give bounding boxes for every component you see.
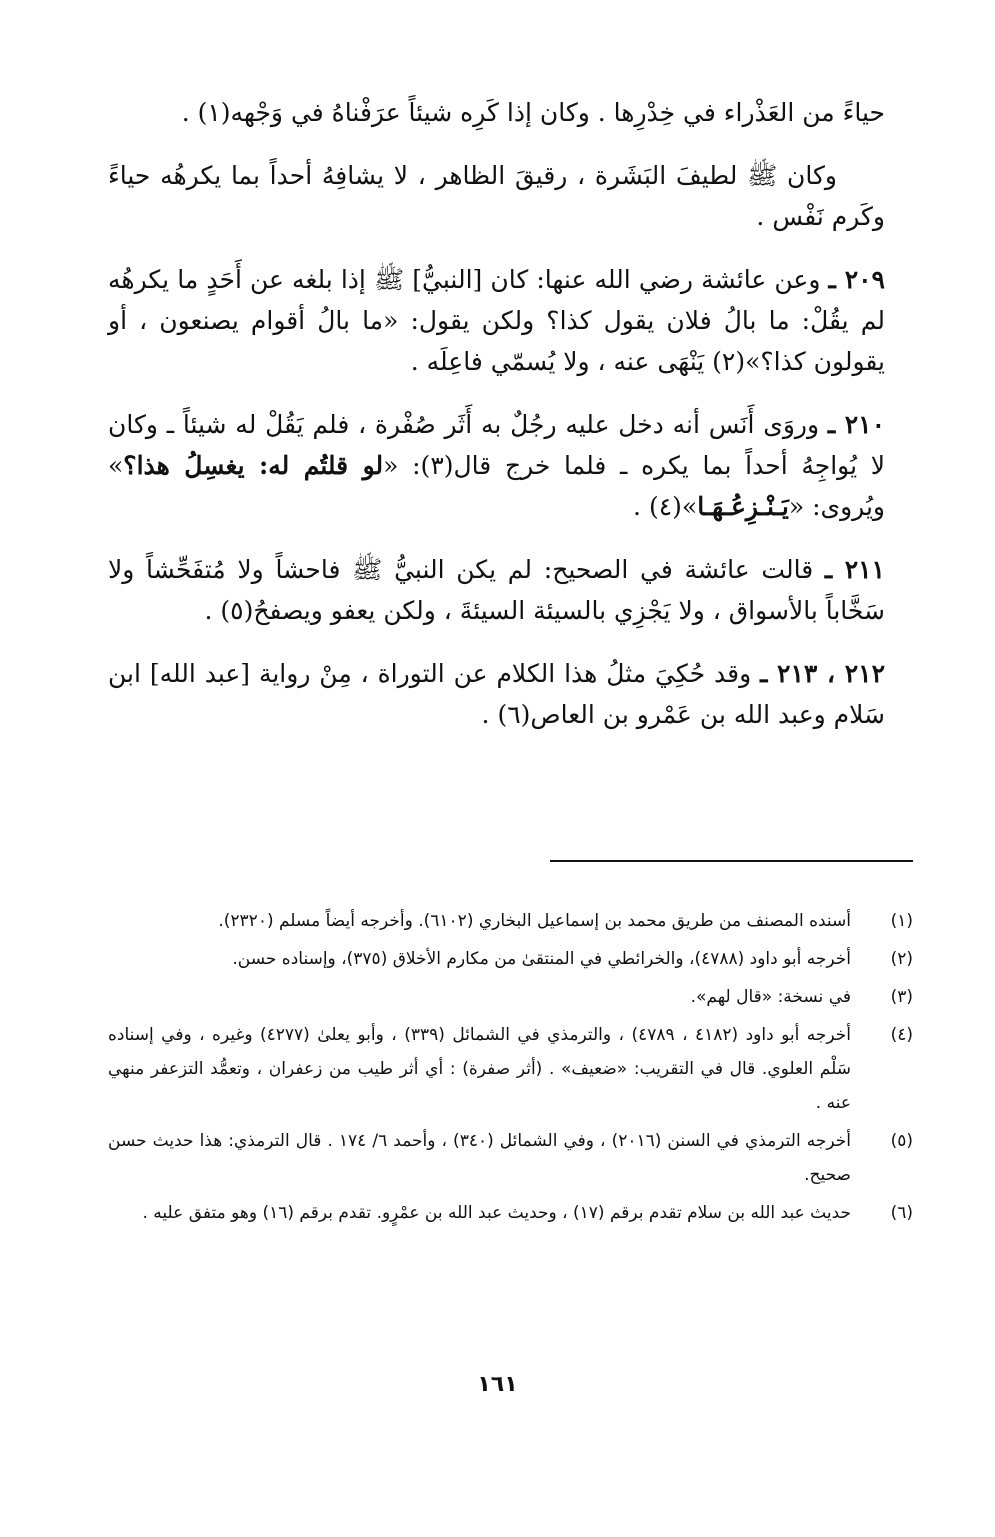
footnote-text: أخرجه الترمذي في السنن (٢٠١٦) ، وفي الشمائل (٣٤٠) ، وأحمد ٦/ ١٧٤ . قال الترمذي: هذا حديث حسن صحيح.	[108, 1131, 851, 1185]
page-number: ١٦١	[477, 1372, 518, 1397]
footnote-number: (٣)	[890, 987, 913, 1007]
paragraph-text: وعن عائشة رضي الله عنها: كان [النبيُّ] ﷺ إذا بلغه عن أَحَدٍ ما يكرهُه لم يقُلْ: ما بالُ فلان يقول كذا؟ ولكن يقول: «ما بالُ أقوام يصنعون ، أو يقولون كذا؟»(٢) يَنْهَى عنه ، ولا يُسمّي فاعِلَه .	[108, 265, 885, 376]
footnote-item	[108, 1124, 913, 1192]
hadith-number: ٢١٢ ، ٢١٣ ـ	[760, 659, 886, 688]
footnote-item	[108, 980, 913, 1014]
paragraph-212-213	[108, 653, 885, 735]
footnote-item	[108, 904, 913, 938]
footnote-item	[108, 1018, 913, 1120]
footnote-number: (١)	[890, 911, 913, 931]
footnotes	[108, 904, 913, 1234]
hadith-number: ٢١٠ ـ	[827, 410, 886, 439]
bold-quote: يَـنْـزِعُـهَـا	[697, 492, 789, 521]
footnote-text: أخرجه أبو داود (٤٧٨٨)، والخرائطي في المنتقىٰ من مكارم الأخلاق (٣٧٥)، وإسناده حسن.	[232, 949, 851, 969]
paragraph-text: وقد حُكِيَ مثلُ هذا الكلام عن التوراة ، مِنْ رواية [عبد الله] ابن سَلام وعبد الله بن عَمْرو بن العاص(٦) .	[108, 659, 885, 729]
paragraph-209	[108, 259, 885, 382]
bold-quote: لو قلتُم له: يغسِلُ هذا؟	[123, 451, 384, 480]
paragraph-text: حياءً من العَذْراء في خِدْرِها . وكان إذا كَرِه شيئاً عرَفْناهُ في وَجْهه(١) .	[181, 98, 885, 127]
footnote-text: حديث عبد الله بن سلام تقدم برقم (١٧) ، وحديث عبد الله بن عمْرٍو. تقدم برقم (١٦) وهو متفق عليه .	[142, 1203, 851, 1223]
paragraph-text: قالت عائشة في الصحيح: لم يكن النبيُّ ﷺ فاحشاً ولا مُتفَحِّشاً ولا سَخَّاباً بالأسواق ، ولا يَجْزِي بالسيئة السيئةَ ، ولكن يعفو ويصفحُ(٥) .	[108, 555, 885, 625]
footnote-item	[108, 942, 913, 976]
paragraph-text: » ويُروى: «	[108, 451, 885, 521]
paragraph-text: وروَى أَنَس أنه دخل عليه رجُلٌ به أَثَر صُفْرة ، فلم يَقُلْ له شيئاً ـ وكان لا يُواجِهُ أحداً بما يكره ـ فلما خرج قال(٣): «	[108, 410, 885, 480]
paragraph-211	[108, 549, 885, 631]
footnote-divider	[550, 860, 913, 862]
paragraph-kindness	[108, 155, 885, 237]
paragraph-text: وكان ﷺ لطيفَ البَشَرة ، رقيقَ الظاهر ، لا يشافِهُ أحداً بما يكرهُه حياءً وكَرم نَفْس .	[108, 161, 885, 231]
footnote-number: (٥)	[890, 1131, 913, 1151]
paragraph-210	[108, 404, 885, 527]
main-text	[108, 92, 885, 757]
footnote-text: أخرجه أبو داود (٤١٨٢ ، ٤٧٨٩) ، والترمذي في الشمائل (٣٣٩) ، وأبو يعلىٰ (٤٢٧٧) وغيره ، وفي إسناده سَلْم العلوي. قال في التقريب: «ضعيف» . (أثر صفرة) : أي أثر طيب من زعفران ، وتعمُّد التزعفر منهي عنه .	[108, 1025, 852, 1113]
footnote-number: (٢)	[890, 949, 913, 969]
hadith-number: ٢٠٩ ـ	[828, 265, 885, 294]
footnote-number: (٦)	[890, 1203, 913, 1223]
footnote-number: (٤)	[890, 1025, 913, 1045]
hadith-number: ٢١١ ـ	[824, 555, 885, 584]
footnote-item	[108, 1196, 913, 1230]
paragraph-continuation	[108, 92, 885, 133]
paragraph-text: »(٤) .	[633, 492, 698, 521]
footnote-text: في نسخة: «قال لهم».	[690, 987, 851, 1007]
footnote-text: أسنده المصنف من طريق محمد بن إسماعيل البخاري (٦١٠٢). وأخرجه أيضاً مسلم (٢٣٢٠).	[218, 911, 851, 931]
